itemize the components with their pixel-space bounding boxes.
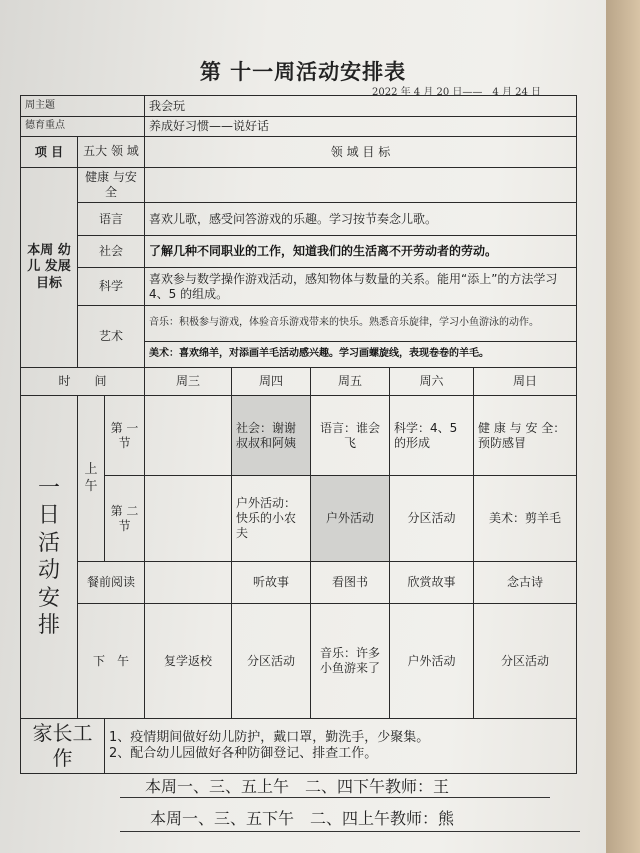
session1-cell: 健 康 与 安 全：预防感冒 [474,396,577,476]
reading-cell [145,562,232,604]
reading-label: 餐前阅读 [78,562,145,604]
domain-name: 艺术 [78,306,145,368]
domain-name: 语言 [78,203,145,236]
time-label: 时 间 [21,368,145,396]
session1-cell [145,396,232,476]
domain-row-health [21,168,577,203]
day-header: 周五 [311,368,390,396]
domain-goal-2: 美术：喜欢绵羊，对添画羊毛活动感兴趣。学习画螺旋线，表现卷卷的羊毛。 [145,342,577,368]
morning-label: 上 午 [78,396,105,562]
afternoon-label: 下 午 [78,604,145,719]
reading-row [21,562,577,604]
session2-label: 第 二 节 [105,476,145,562]
session1-label: 第 一 节 [105,396,145,476]
domain-row-art [21,306,577,342]
day-header: 周四 [232,368,311,396]
domain-name: 科学 [78,268,145,306]
session1-cell: 语言：谁会飞 [311,396,390,476]
header-item: 项 目 [21,137,78,168]
moral-value: 养成好习惯——说好话 [145,117,577,137]
moral-label: 德育重点 [21,117,145,137]
session1-cell: 科学：4、5 的形成 [390,396,474,476]
domain-goal: 了解几种不同职业的工作，知道我们的生活离不开劳动者的劳动。 [145,236,577,268]
reading-cell: 看图书 [311,562,390,604]
afternoon-cell: 音乐：许多小鱼游来了 [311,604,390,719]
schedule-table [20,95,577,774]
parents-label: 家长工作 [21,719,105,774]
weekly-goals-label: 本周 幼儿 发展 目标 [21,168,78,368]
desk-edge [606,0,640,853]
domain-goal [145,168,577,203]
reading-cell: 欣赏故事 [390,562,474,604]
domain-row-society [21,236,577,268]
session1-row [21,396,577,476]
afternoon-row [21,604,577,719]
reading-cell: 念古诗 [474,562,577,604]
header-row [21,137,577,168]
domain-goal: 喜欢参与数学操作游戏活动，感知物体与数量的关系。能用“添上”的方法学习 4、5 的组成。 [145,268,577,306]
parents-row [21,719,577,774]
afternoon-cell: 户外活动 [390,604,474,719]
daily-schedule-label: 一 日 活 动 安 排 [21,396,78,719]
parents-item: 2、配合幼儿园做好各种防御登记、排查工作。 [109,746,378,761]
day-header: 周六 [390,368,474,396]
session2-cell: 户外活动 [311,476,390,562]
afternoon-cell: 分区活动 [474,604,577,719]
afternoon-cell: 复学返校 [145,604,232,719]
domain-goal: 喜欢儿歌，感受问答游戏的乐趣。学习按节奏念儿歌。 [145,203,577,236]
session2-cell: 美术：剪羊毛 [474,476,577,562]
moral-row [21,117,577,137]
time-row [21,368,577,396]
session1-cell: 社会：谢谢叔叔和阿姨 [232,396,311,476]
teacher-line: 本周一、三、五上午 二、四下午教师：王 [145,777,450,796]
page-title: 第 十一周活动安排表 [199,60,407,84]
session2-row [21,476,577,562]
signature-underline [120,797,550,798]
date-range: 2022 年 4 月 20 日—— 4 月 24 日 [372,87,542,98]
domain-row-language [21,203,577,236]
header-goals: 领 域 目 标 [145,137,577,168]
domain-row-science [21,268,577,306]
domain-name: 社会 [78,236,145,268]
session2-cell: 分区活动 [390,476,474,562]
domain-goal: 音乐：积极参与游戏，体验音乐游戏带来的快乐。熟悉音乐旋律，学习小鱼游泳的动作。 [145,306,577,342]
signature-underline [120,831,580,832]
theme-value: 我会玩 [145,96,577,117]
theme-label: 周主题 [21,96,145,117]
parents-item: 1、疫情期间做好幼儿防护，戴口罩，勤洗手，少聚集。 [109,729,430,745]
theme-row [21,96,577,117]
domain-name: 健康 与安全 [78,168,145,203]
session2-cell: 户外活动：快乐的小农夫 [232,476,311,562]
teacher-line: 本周一、三、五下午 二、四上午教师：熊 [150,809,455,828]
parents-content [105,719,577,774]
reading-cell: 听故事 [232,562,311,604]
header-domains: 五大 领 域 [78,137,145,168]
day-header: 周三 [145,368,232,396]
afternoon-cell: 分区活动 [232,604,311,719]
session2-cell [145,476,232,562]
day-header: 周日 [474,368,577,396]
